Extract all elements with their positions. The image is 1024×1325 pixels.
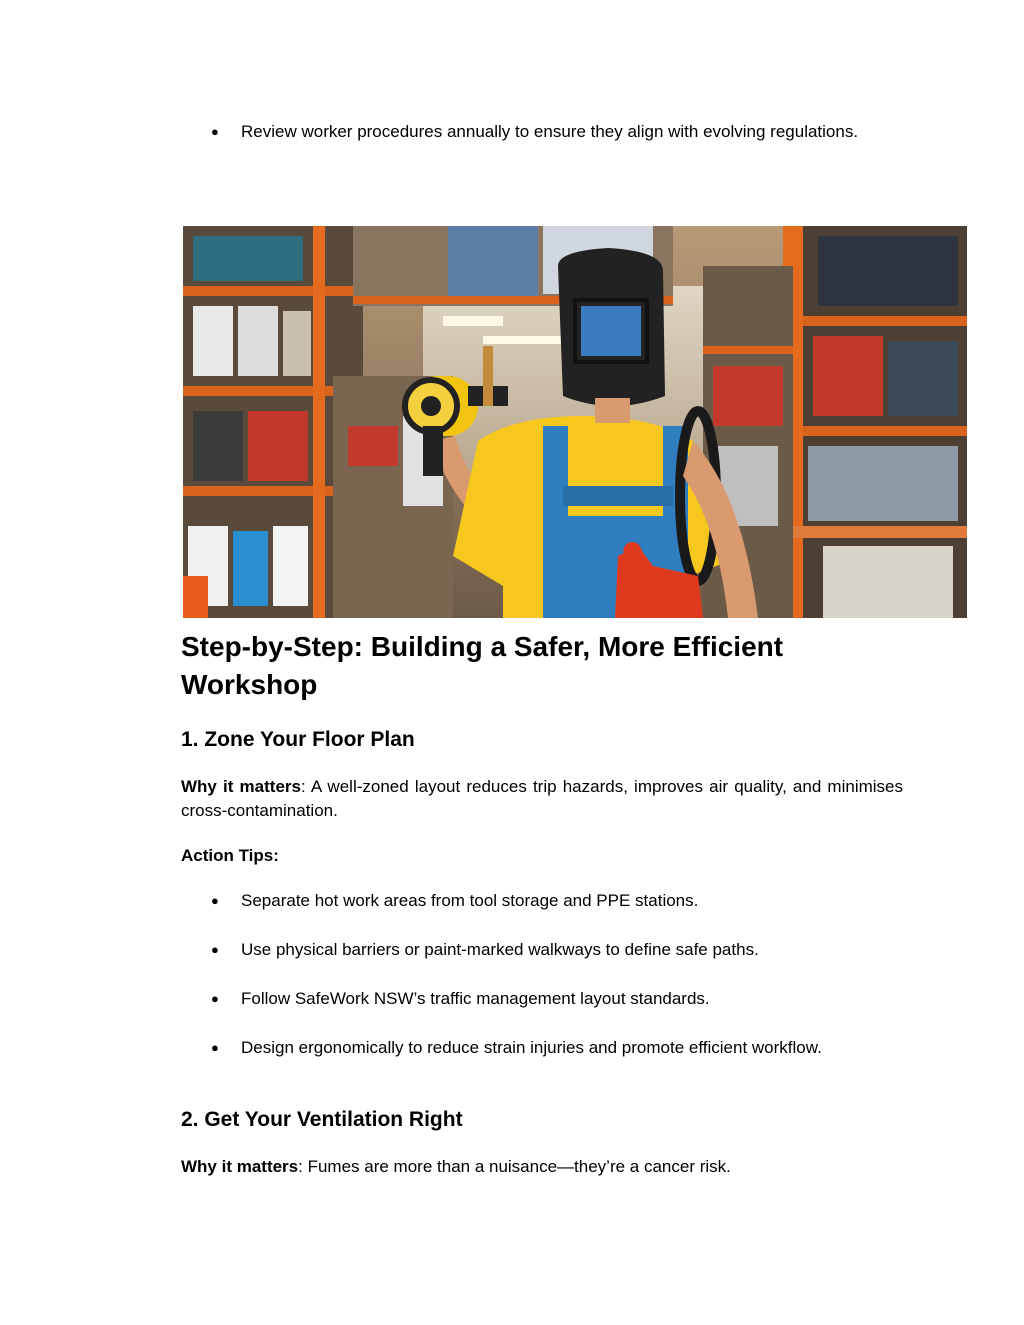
list-item-text: Review worker procedures annually to ensure they align with evolving regulations. [241, 122, 859, 141]
bullet-icon: ● [211, 124, 219, 139]
list-item [211, 986, 903, 1011]
list-item-text: Design ergonomically to reduce strain injuries and promote efficient workflow. [241, 1038, 822, 1057]
why-text: : A well-zoned layout reduces trip hazards, improves air quality, and minimises cross-contamination. [181, 777, 903, 820]
list-item [211, 888, 903, 913]
why-text: : Fumes are more than a nuisance—they’re a cancer risk. [298, 1157, 731, 1176]
list-item [211, 119, 903, 144]
why-label: Why it matters [181, 1157, 299, 1176]
bullet-icon: ● [211, 942, 219, 957]
list-item [211, 1035, 903, 1060]
section-heading: 1. Zone Your Floor Plan [181, 728, 415, 751]
list-item-text: Separate hot work areas from tool storage and PPE stations. [241, 891, 699, 910]
bullet-icon: ● [211, 991, 219, 1006]
action-tips-label: Action Tips: [181, 846, 279, 865]
list-item-text: Follow SafeWork NSW’s traffic management layout standards. [241, 989, 710, 1008]
paragraph [181, 1155, 903, 1179]
bullet-icon: ● [211, 1040, 219, 1055]
why-label: Why it matters [181, 777, 301, 796]
section-heading: 2. Get Your Ventilation Right [181, 1108, 463, 1131]
hero-photo [183, 226, 967, 618]
page-title: Step-by-Step: Building a Safer, More Efficient Workshop [181, 631, 784, 700]
list-item [211, 937, 903, 962]
list-item-text: Use physical barriers or paint-marked walkways to define safe paths. [241, 940, 759, 959]
bullet-icon: ● [211, 893, 219, 908]
paragraph [181, 775, 903, 823]
